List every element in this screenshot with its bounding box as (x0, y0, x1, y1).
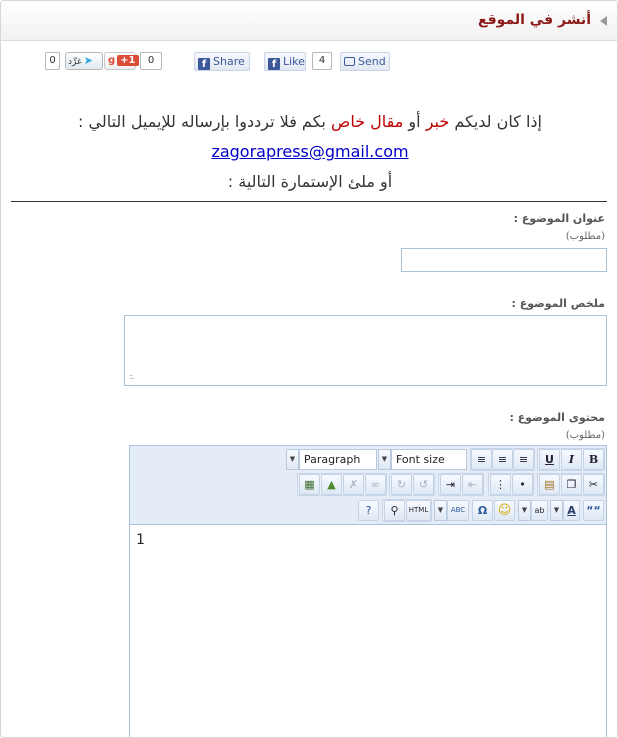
email-line (1, 142, 618, 161)
rich-text-editor (129, 445, 607, 738)
fb-share-button[interactable] (194, 52, 250, 71)
content-label: محتوى الموضوع : (509, 411, 605, 424)
facebook-buttons (194, 52, 394, 72)
fb-like-count: 4 (312, 52, 332, 70)
html-icon[interactable]: HTML (406, 500, 431, 521)
facebook-icon: f (268, 58, 280, 70)
divider (11, 201, 607, 202)
paste-icon[interactable]: ▤ (539, 474, 560, 495)
fb-send-button[interactable] (340, 52, 390, 71)
title-input[interactable] (401, 248, 607, 272)
text-color-dropdown-arrow-icon[interactable]: ▼ (550, 500, 563, 521)
widget-header (1, 1, 618, 41)
emoticon-icon[interactable]: ☺ (494, 500, 515, 521)
format-select[interactable]: Paragraph (299, 449, 377, 470)
media-icon[interactable]: ▦ (299, 474, 320, 495)
special-char-icon[interactable]: Ω (472, 500, 493, 521)
content-required-note: (مطلوب) (565, 430, 605, 441)
redo-icon[interactable]: ↻ (391, 474, 412, 495)
facebook-icon: f (198, 58, 210, 70)
google-g-icon: g (108, 55, 116, 66)
spell-dropdown-arrow-icon[interactable]: ▼ (434, 500, 447, 521)
gplus-button[interactable] (104, 52, 136, 70)
help-icon[interactable]: ? (358, 500, 379, 521)
intro-line (1, 112, 618, 131)
numbered-list-icon[interactable]: ⋮ (490, 474, 511, 495)
tweet-button[interactable] (65, 52, 103, 70)
collapse-arrow-icon[interactable] (600, 16, 607, 26)
summary-textarea[interactable] (124, 315, 607, 386)
title-label: عنوان الموضوع : (513, 212, 605, 225)
gplus-count: 0 (140, 52, 162, 70)
size-dropdown-arrow-icon[interactable]: ▼ (378, 449, 391, 470)
unlink-icon[interactable]: ✗ (343, 474, 364, 495)
italic-icon[interactable]: I (561, 449, 582, 470)
intro-text: إذا كان لديكم (454, 112, 542, 131)
fb-like-label: Like (283, 55, 305, 68)
indent-icon[interactable]: ⇥ (440, 474, 461, 495)
underline-icon[interactable]: U (539, 449, 560, 470)
copy-icon[interactable]: ❐ (561, 474, 582, 495)
highlight-dropdown-arrow-icon[interactable]: ▼ (518, 500, 531, 521)
form-intro: أو ملئ الإستمارة التالية : (227, 172, 393, 191)
send-icon (344, 57, 355, 66)
cut-icon[interactable]: ✂ (583, 474, 604, 495)
spellcheck-icon[interactable]: ABC (447, 500, 469, 521)
fb-send-label: Send (358, 55, 386, 68)
gplus-label: +1 (117, 55, 138, 66)
image-icon[interactable]: ▲ (321, 474, 342, 495)
social-counters (45, 52, 195, 72)
email-link[interactable]: zagorapress@gmail.com (211, 142, 409, 161)
outdent-icon[interactable]: ⇤ (462, 474, 483, 495)
highlight-color-icon[interactable]: ab (531, 500, 548, 521)
intro-text: أو (408, 112, 421, 131)
align-center-icon[interactable]: ≡ (492, 449, 513, 470)
editor-toolbar (130, 446, 606, 525)
link-icon[interactable]: ∞ (365, 474, 386, 495)
intro-text: بكم فلا ترددوا بإرساله للإيميل التالي : (78, 112, 326, 131)
preview-icon[interactable]: ⚲ (384, 500, 405, 521)
twitter-bird-icon: ➤ (83, 54, 93, 67)
tweet-count: 0 (45, 52, 60, 70)
align-right-icon[interactable]: ≡ (471, 449, 492, 470)
widget-title: أنشر في الموقع (477, 12, 591, 28)
bullet-list-icon[interactable]: • (512, 474, 533, 495)
undo-icon[interactable]: ↺ (413, 474, 434, 495)
editor-content[interactable]: 1 (136, 532, 145, 548)
bold-icon[interactable]: B (583, 449, 604, 470)
fb-like-button[interactable] (264, 52, 306, 71)
intro-highlight-article: مقال خاص (330, 112, 404, 131)
fb-share-label: Share (213, 55, 245, 68)
align-left-icon[interactable]: ≡ (513, 449, 534, 470)
format-dropdown-arrow-icon[interactable]: ▼ (286, 449, 299, 470)
title-required-note: (مطلوب) (565, 231, 605, 242)
font-size-select[interactable]: Font size (391, 449, 467, 470)
summary-label: ملخص الموضوع : (511, 297, 605, 310)
intro-highlight-news: خبر (425, 112, 450, 131)
resize-grip-icon[interactable]: ::. (129, 372, 134, 381)
blockquote-icon[interactable]: ““ (583, 500, 604, 521)
text-color-icon[interactable]: A (563, 500, 580, 521)
tweet-label: غرِّد (68, 57, 82, 67)
